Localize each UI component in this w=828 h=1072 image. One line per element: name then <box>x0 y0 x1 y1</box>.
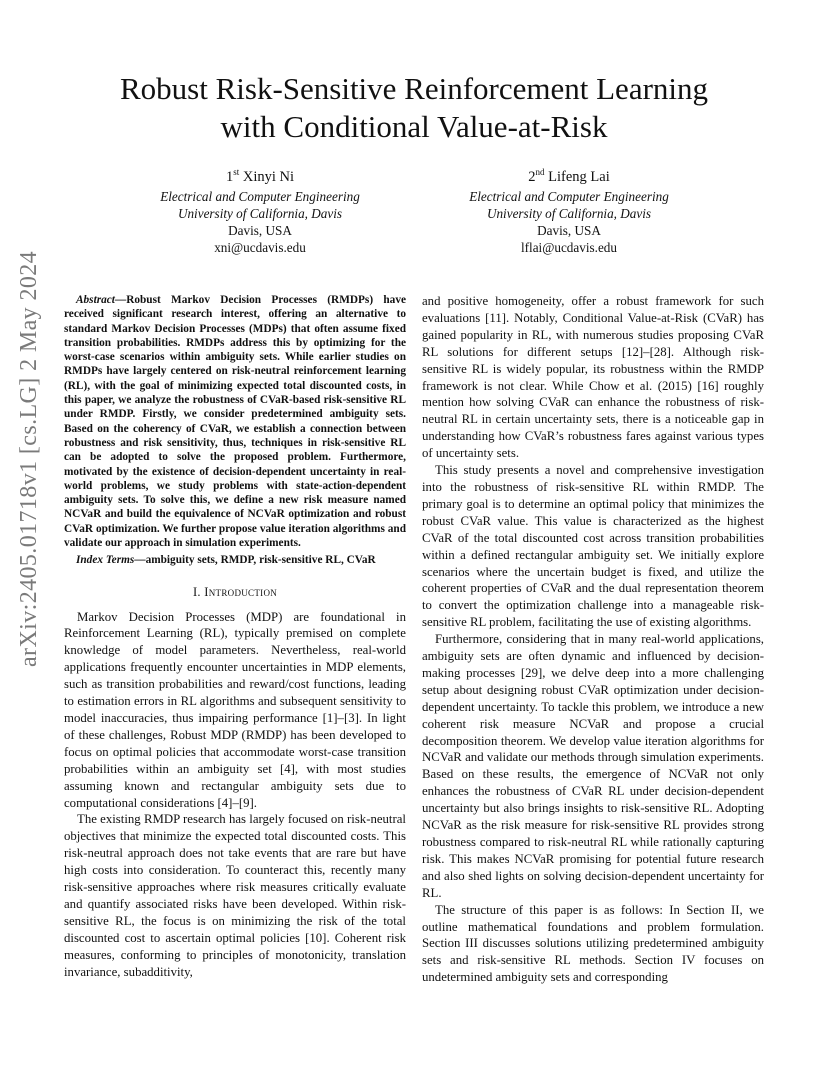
author-name: Lifeng Lai <box>548 168 610 185</box>
paragraph: and positive homogeneity, offer a robust framework for such evaluations [11]. Notably, Conditional Value-at-Risk (CVaR) has gained popularity in RL, with numerous studies proposing CVaR RL solutions for different setups [12]–[28]. Although risk-sensitive RL is widely popular, its robustness within the RMDP framework is not clear. While Chow et al. (2015) [16] roughly mention how solving CVaR can enhance the robustness of risk-neutral RL in certain uncertainty sets, there is a noticeable gap in understanding how CVaR’s robustness fares against various types of uncertainty sets. <box>422 294 764 461</box>
section-title: Introduction <box>204 584 278 599</box>
author-ordinal: 2 <box>528 168 536 185</box>
arxiv-sidebar-stamp <box>16 250 43 667</box>
right-column <box>422 293 764 986</box>
author-name-line <box>110 164 410 186</box>
paragraph: Markov Decision Processes (MDP) are foundational in Reinforcement Learning (RL), typically premised on complete knowledge of model parameters. Nevertheless, real-world applications frequently encounter uncertainties in MDP elements, such as transition probabilities and reward/cost functions, leading to estimation errors in RL algorithms and subsequent sensitivity to model inaccuracies, thus impairing performance [1]–[3]. In light of these challenges, Robust MDP (RMDP) has been developed to focus on optimal policies that accommodate worst-case transition probabilities within an ambiguity set [4], with most studies assuming known and rectangular ambiguity sets due to computational considerations [4]–[9]. <box>64 609 406 810</box>
paragraph: This study presents a novel and comprehensive investigation into the robustness of risk-sensitive RL within RMDP. The primary goal is to determine an optimal policy that minimizes the robust CVaR value. This value is characterized as the highest CVaR of the total discounted cost across transition probabilities within a defined rectangular ambiguity set. We initially explore scenarios where the uncertain budget is fixed, and utilize the coherent properties of CVaR and the dual representation theorem to convert the optimization challenge into a manageable risk-sensitive RL problem, facilitating the use of existing algorithms. <box>422 463 764 630</box>
author-name-line <box>419 164 719 186</box>
paragraph: Furthermore, considering that in many real-world applications, ambiguity sets are often dynamic and influenced by decision-making processes [29], we delve deep into a more challenging setup about designing robust CVaR optimization under decision-dependent uncertainty. To tackle this problem, we introduce a new coherent risk measure NCVaR and propose a crucial decomposition theorem. We develop value iteration algorithms for NCVaR and validate our methods through simulation experiments. Based on these results, the emergence of NCVaR not only enhances the robustness of CVaR RL under decision-dependent uncertainty but also brings insights to risk-sensitive RL. Adopting NCVaR as the risk measure for risk-sensitive RL provides strong robustness compared to risk-neutral RL while rationally capturing risk. This makes NCVaR promising for potential future research and also shed lights on solving decision-dependent uncertainty for RL. <box>422 632 764 900</box>
paper-title <box>60 70 768 146</box>
abstract-text: —Robust Markov Decision Processes (RMDPs) have received significant research interest, offering an alternative to standard Markov Decision Processes (MDPs) that often assume fixed transition probabilities. RMDPs address this by optimizing for the worst-case scenarios within ambiguity sets. While earlier studies on RMDPs have largely centered on risk-neutral reinforcement learning (RL), with the goal of minimizing expected total discounted costs, in this paper, we analyze the robustness of CVaR-based risk-sensitive RL under RMDP. Firstly, we consider predetermined ambiguity sets. Based on the coherency of CVaR, we establish a connection between robustness and risk sensitivity, thus, techniques in risk-sensitive RL can be adopted to solve the proposed problem. Furthermore, motivated by the existence of decision-dependent uncertainty in real-world problems, we study problems with state-action-dependent ambiguity sets. To solve this, we define a new risk measure named NCVaR and build the equivalence of NCVaR optimization and robust CVaR optimization. We further propose value iteration algorithms and validate our approach in simulation experiments. <box>64 294 406 550</box>
author-email[interactable]: lflai@ucdavis.edu <box>520 239 617 255</box>
author-department: Electrical and Computer Engineering <box>469 188 669 204</box>
author-name: Xinyi Ni <box>242 168 295 185</box>
author-block-1 <box>110 164 410 256</box>
paragraph: The structure of this paper is as follows: In Section II, we outline mathematical foundations and problem formulation. Section III discusses solutions utilizing predetermined ambiguity sets and risk-sensitive RL methods. Section IV focuses on undetermined ambiguity sets and corresponding <box>422 902 764 985</box>
index-terms-text: —ambiguity sets, RMDP, risk-sensitive RL, CVaR <box>134 554 376 567</box>
abstract-label: Abstract <box>76 294 115 306</box>
section-number: I. <box>192 584 201 599</box>
author-email[interactable]: xni@ucdavis.edu <box>214 239 306 255</box>
arxiv-id-text[interactable]: arXiv:2405.01718v1 [cs.LG] 2 May 2024 <box>16 250 42 667</box>
left-column <box>64 293 406 980</box>
author-university: University of California, Davis <box>486 205 652 221</box>
author-ordinal: 1 <box>225 168 234 185</box>
author-location: Davis, USA <box>228 222 292 238</box>
section-heading <box>64 584 406 601</box>
author-ordinal-suffix: st <box>233 167 240 177</box>
author-university: University of California, Davis <box>177 205 343 221</box>
index-terms-label: Index Terms <box>76 554 135 567</box>
author-block-2 <box>419 164 719 256</box>
title-line-2: with Conditional Value-at-Risk <box>220 109 608 144</box>
abstract <box>64 293 406 550</box>
author-department: Electrical and Computer Engineering <box>160 188 360 204</box>
author-ordinal-suffix: nd <box>535 167 545 177</box>
author-location: Davis, USA <box>537 222 601 238</box>
paragraph: The existing RMDP research has largely focused on risk-neutral objectives that minimize the expected total discounted costs. This risk-neutral approach does not take events that are rare but have high costs into consideration. To counteract this, recently many risk-sensitive approaches where risk measures critically evaluate and quantify associated risks have been developed. Within risk-sensitive RL, the focus is on minimizing the risk of the total discounted cost to ascertain optimal policies [10]. Coherent risk measures, conforming to principles of monotonicity, translation invariance, subadditivity, <box>64 812 406 979</box>
index-terms <box>64 553 406 567</box>
title-line-1: Robust Risk-Sensitive Reinforcement Learning <box>119 71 709 106</box>
